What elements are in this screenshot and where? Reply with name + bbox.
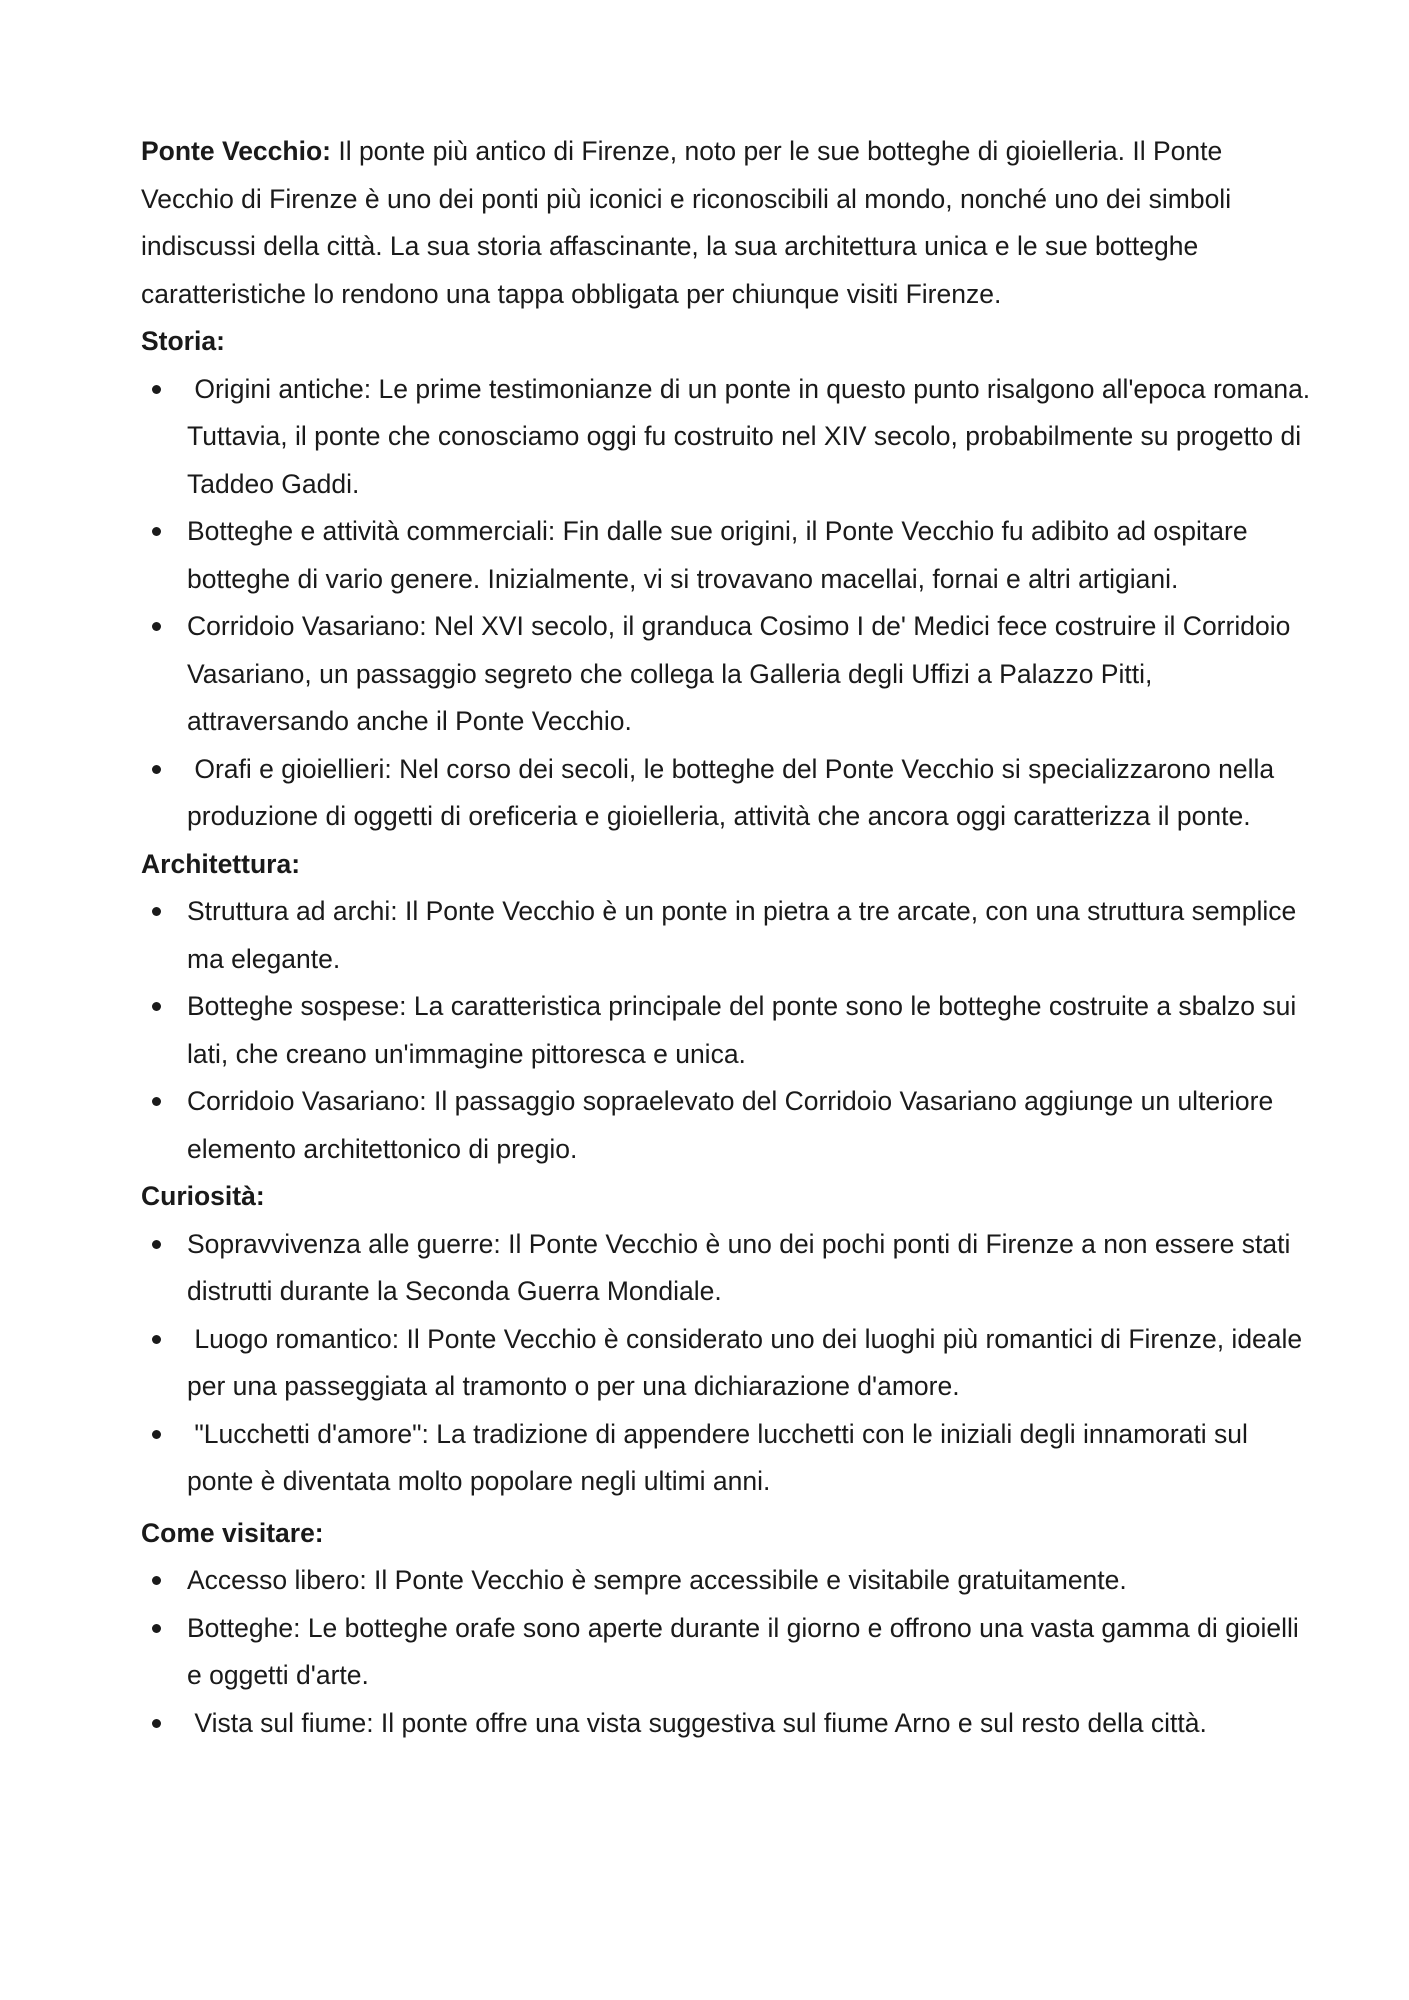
architettura-list bbox=[141, 888, 1311, 1173]
bullet-icon bbox=[152, 527, 161, 536]
list-item-text: Orafi e gioiellieri: Nel corso dei secoli, le botteghe del Ponte Vecchio si specializzarono nella produzione di oggetti di oreficeria e gioielleria, attività che ancora oggi caratterizza il ponte. bbox=[187, 753, 1282, 831]
bullet-icon bbox=[152, 622, 161, 631]
bullet-icon bbox=[152, 1335, 161, 1344]
list-item bbox=[141, 888, 1311, 983]
bullet-icon bbox=[152, 1624, 161, 1633]
list-item-text: "Lucchetti d'amore": La tradizione di appendere lucchetti con le iniziali degli innamorati sul ponte è diventata molto popolare negli ultimi anni. bbox=[187, 1418, 1256, 1496]
list-item-text: Accesso libero: Il Ponte Vecchio è sempre accessibile e visitabile gratuitamente. bbox=[187, 1565, 1127, 1595]
visitare-list bbox=[141, 1557, 1311, 1747]
list-item bbox=[141, 983, 1311, 1078]
list-item-text: Botteghe: Le botteghe orafe sono aperte durante il giorno e offrono una vasta gamma di gioielli e oggetti d'arte. bbox=[187, 1612, 1307, 1690]
section-heading-come-visitare: Come visitare: bbox=[141, 1517, 324, 1548]
bullet-icon bbox=[152, 1097, 161, 1106]
list-item-text: Corridoio Vasariano: Il passaggio sopraelevato del Corridoio Vasariano aggiunge un ulteriore elemento architettonico di pregio. bbox=[187, 1086, 1281, 1164]
list-item bbox=[141, 1078, 1311, 1173]
list-item-text: Luogo romantico: Il Ponte Vecchio è considerato uno dei luoghi più romantici di Firenze, ideale per una passeggiata al tramonto o per una dichiarazione d'amore. bbox=[187, 1323, 1310, 1401]
list-item bbox=[141, 366, 1318, 509]
bullet-icon bbox=[152, 1002, 161, 1011]
bullet-icon bbox=[152, 1430, 161, 1439]
list-item-text: Botteghe e attività commerciali: Fin dalle sue origini, il Ponte Vecchio fu adibito ad ospitare botteghe di vario genere. Inizialmente, vi si trovavano macellai, fornai e altri artigiani. bbox=[187, 516, 1255, 594]
list-item bbox=[141, 1221, 1311, 1316]
bullet-icon bbox=[152, 1240, 161, 1249]
document-page bbox=[141, 128, 1318, 1747]
list-item-text: Corridoio Vasariano: Nel XVI secolo, il granduca Cosimo I de' Medici fece costruire il Corridoio Vasariano, un passaggio segreto che collega la Galleria degli Uffizi a Palazzo Pitti, attraversando anche il Ponte Vecchio. bbox=[187, 611, 1298, 736]
curiosita-list bbox=[141, 1221, 1311, 1506]
section-heading-storia: Storia: bbox=[141, 326, 225, 356]
section-heading-architettura: Architettura: bbox=[141, 848, 301, 879]
list-item bbox=[141, 1557, 1311, 1605]
list-item-text: Struttura ad archi: Il Ponte Vecchio è un ponte in pietra a tre arcate, con una struttura semplice ma elegante. bbox=[187, 896, 1304, 974]
list-item bbox=[141, 508, 1311, 603]
list-item-text: Sopravvivenza alle guerre: Il Ponte Vecchio è uno dei pochi ponti di Firenze a non essere stati distrutti durante la Seconda Guerra Mondiale. bbox=[187, 1228, 1298, 1306]
section-heading-curiosita: Curiosità: bbox=[141, 1181, 265, 1211]
bullet-icon bbox=[152, 907, 161, 916]
bullet-icon bbox=[152, 1576, 161, 1585]
intro-text: Il ponte più antico di Firenze, noto per le sue botteghe di gioielleria. Il Ponte Vecchio di Firenze è uno dei ponti più iconici e riconoscibili al mondo, nonché uno dei simboli indiscussi della città. La sua storia affascinante, la sua architettura unica e le sue botteghe caratteristiche lo rendono una tappa obbligata per chiunque visiti Firenze. bbox=[141, 136, 1239, 309]
bullet-icon bbox=[152, 1719, 161, 1728]
list-item-text: Origini antiche: Le prime testimonianze di un ponte in questo punto risalgono all'epoca romana. Tuttavia, il ponte che conosciamo oggi fu costruito nel XIV secolo, probabilmente su progetto di Taddeo Gaddi. bbox=[187, 373, 1318, 499]
list-item bbox=[141, 746, 1311, 841]
intro-paragraph bbox=[141, 128, 1311, 318]
list-item bbox=[141, 1700, 1311, 1748]
list-item bbox=[141, 1316, 1311, 1411]
bullet-icon bbox=[152, 765, 161, 774]
list-item-text: Botteghe sospese: La caratteristica principale del ponte sono le botteghe costruite a sbalzo sui lati, che creano un'immagine pittoresca e unica. bbox=[187, 991, 1304, 1069]
storia-list bbox=[141, 366, 1318, 841]
intro-title: Ponte Vecchio: bbox=[141, 136, 331, 166]
list-item-text: Vista sul fiume: Il ponte offre una vista suggestiva sul fiume Arno e sul resto della città. bbox=[187, 1707, 1207, 1738]
list-item bbox=[141, 1411, 1311, 1506]
bullet-icon bbox=[152, 385, 161, 394]
list-item bbox=[141, 1605, 1311, 1700]
list-item bbox=[141, 603, 1311, 746]
